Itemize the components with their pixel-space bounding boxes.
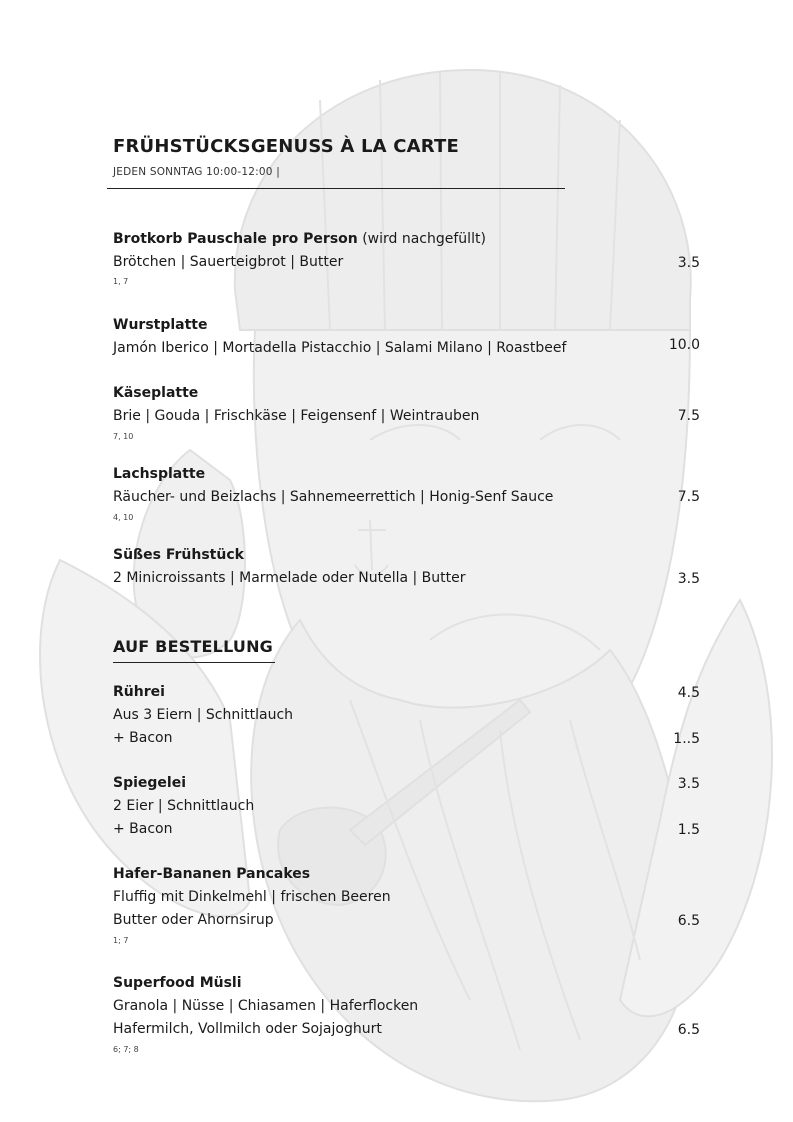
section-divider — [113, 662, 275, 663]
menu-item-description: Brie | Gouda | Frischkäse | Feigensenf | Weintrauben — [113, 408, 480, 424]
menu-item-price: 3.5 — [677, 571, 700, 587]
menu-item-price: 3.5 — [677, 255, 700, 271]
menu-item-extra-price: 1.5 — [677, 822, 700, 838]
menu-item-title: Spiegelei — [113, 775, 187, 791]
menu-item-title: Superfood Müsli — [113, 975, 242, 991]
allergen-codes: 1, 7 — [113, 277, 129, 286]
menu-item-description: Fluffig mit Dinkelmehl | frischen Beeren — [113, 889, 391, 905]
menu-item-price: 6.5 — [677, 913, 700, 929]
menu-item-title: Brotkorb Pauschale pro Person (wird nachgefüllt) — [113, 231, 486, 247]
page-title: FRÜHSTÜCKSGENUSS À LA CARTE — [113, 136, 459, 157]
allergen-codes: 6; 7; 8 — [113, 1045, 139, 1054]
menu-item-price: 7.5 — [677, 408, 700, 424]
menu-item-description: Jamón Iberico | Mortadella Pistacchio | Salami Milano | Roastbeef — [113, 340, 567, 356]
menu-item-description: Brötchen | Sauerteigbrot | Butter — [113, 254, 344, 270]
section-title: AUF BESTELLUNG — [113, 637, 274, 656]
menu-item-price: 3.5 — [677, 776, 700, 792]
allergen-codes: 1; 7 — [113, 936, 129, 945]
menu-item-price: 10.0 — [668, 337, 700, 353]
menu-item-description-2: Butter oder Ahornsirup — [113, 912, 274, 928]
menu-item-description: 2 Eier | Schnittlauch — [113, 798, 255, 814]
menu-item-title: Süßes Frühstück — [113, 547, 244, 563]
menu-item-extra: + Bacon — [113, 730, 173, 746]
menu-item-title: Lachsplatte — [113, 466, 206, 482]
menu-item-title: Hafer-Bananen Pancakes — [113, 866, 311, 882]
menu-item-description: Granola | Nüsse | Chiasamen | Haferflocken — [113, 998, 419, 1014]
menu-item-description-2: Hafermilch, Vollmilch oder Sojajoghurt — [113, 1021, 382, 1037]
menu-item-description: Räucher- und Beizlachs | Sahnemeerrettich | Honig-Senf Sauce — [113, 489, 554, 505]
menu-item-extra: + Bacon — [113, 821, 173, 837]
allergen-codes: 4, 10 — [113, 513, 134, 522]
menu-item-title: Käseplatte — [113, 385, 199, 401]
menu-item-price: 4.5 — [677, 685, 700, 701]
menu-item-price: 7.5 — [677, 489, 700, 505]
menu-item-description: Aus 3 Eiern | Schnittlauch — [113, 707, 294, 723]
menu-item-price: 6.5 — [677, 1022, 700, 1038]
menu-item-description: 2 Minicroissants | Marmelade oder Nutella | Butter — [113, 570, 466, 586]
menu-item-title: Rührei — [113, 684, 165, 700]
menu-item-title: Wurstplatte — [113, 317, 208, 333]
page-subtitle: JEDEN SONNTAG 10:00-12:00 | — [113, 166, 280, 178]
allergen-codes: 7, 10 — [113, 432, 134, 441]
menu-item-extra-price: 1..5 — [673, 731, 700, 747]
header-divider — [107, 188, 565, 189]
